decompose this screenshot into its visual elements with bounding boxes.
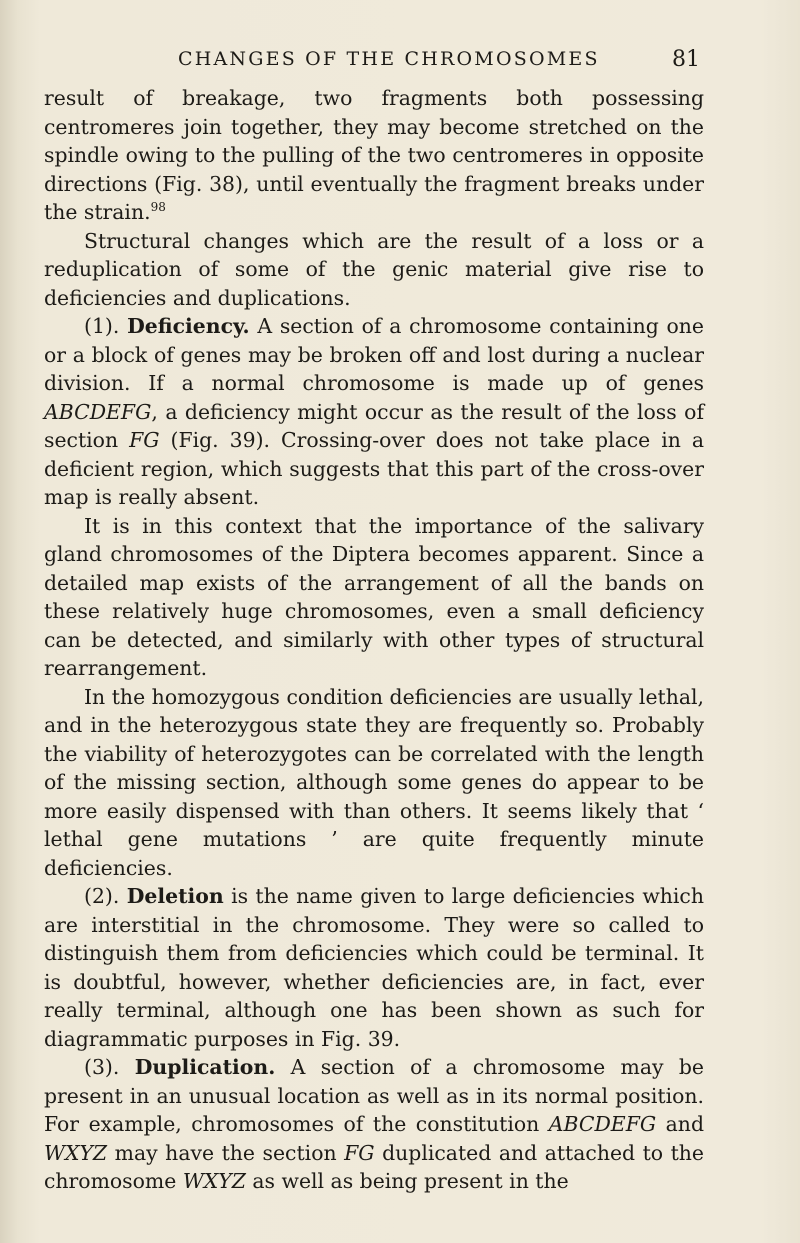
text-run: A section of a chromosome containing one or a block of genes may be broken off and lost during a nuclear division. If a normal chromosome is made up of genes	[44, 314, 704, 395]
text-run: result of breakage, two fragments both possessing centromeres join together, they may become stretched on the spindle owing to the pulling of the two centromeres in opposite directions (Fig. 38), until eventually the fragment breaks under the strain.	[44, 86, 704, 224]
paragraph: It is in this context that the importance of the salivary gland chromosomes of the Diptera becomes apparent. Since a detailed map exists of the arrangement of all the bands on these relatively huge chromosomes, even a small deficiency can be detected, and similarly with other types of structural rearrangement.	[44, 513, 704, 680]
paragraph: In the homozygous condition deficiencies are usually lethal, and in the heterozygous state they are frequently so. Probably the viability of heterozygotes can be correlated with the length of the missing section, although some genes do appear to be more easily dispensed with than others. It seems likely that ‘ lethal gene mutations ’ are quite frequently minute deficiencies.	[44, 684, 704, 880]
text-run: , a deficiency might occur as the result of the loss of section	[44, 399, 704, 452]
text-run: may have the section	[107, 1140, 345, 1165]
paragraph-deficiency	[44, 312, 704, 512]
footnote-ref: 98	[150, 200, 166, 214]
text-run: and	[656, 1112, 704, 1136]
gene-section: FG	[344, 1140, 375, 1165]
term-deficiency: Deficiency.	[127, 314, 250, 338]
gene-sequence: ABCDEFG	[548, 1112, 657, 1136]
paragraph-deletion	[44, 882, 704, 1053]
text-run: (2).	[84, 884, 127, 908]
text-run: is the name given to large deficiencies which are interstitial in the chromosome. They were so called to distinguish them from deficiencies which could be terminal. It is doubtful, however, whether deficiencies are, in fact, ever really terminal, although one has been shown as such for diagrammatic purposes in Fig. 39.	[44, 884, 704, 1051]
paragraph: Structural changes which are the result of a loss or a reduplication of some of the genic material give rise to deficiencies and duplications.	[44, 228, 704, 310]
gene-sequence: WXYZ	[182, 1169, 246, 1193]
text-run: (Fig. 39). Crossing-over does not take place in a deficient region, which suggests that this part of the cross-over map is really absent.	[44, 428, 705, 509]
gene-sequence: WXYZ	[44, 1140, 108, 1165]
term-deletion: Deletion	[126, 884, 224, 908]
text-run: (3).	[84, 1055, 135, 1079]
gene-sequence: ABCDEFG	[44, 399, 152, 424]
text-run: duplicated and attached to the chromosome	[44, 1140, 704, 1193]
page-number: 81	[672, 47, 700, 72]
term-duplication: Duplication.	[134, 1055, 276, 1079]
paragraph-continuation	[44, 84, 704, 227]
body-text	[44, 84, 704, 1196]
gene-section: FG	[129, 428, 160, 452]
page-header	[0, 48, 800, 78]
text-run: A section of a chromosome may be present in an unusual location as well as in its normal position. For example, chromosomes of the constitution	[44, 1055, 704, 1136]
running-head: CHANGES OF THE CHROMOSOMES	[178, 48, 600, 70]
text-run: as well as being present in the	[245, 1169, 569, 1193]
paragraph-duplication	[44, 1053, 704, 1196]
text-run: (1).	[84, 314, 128, 338]
